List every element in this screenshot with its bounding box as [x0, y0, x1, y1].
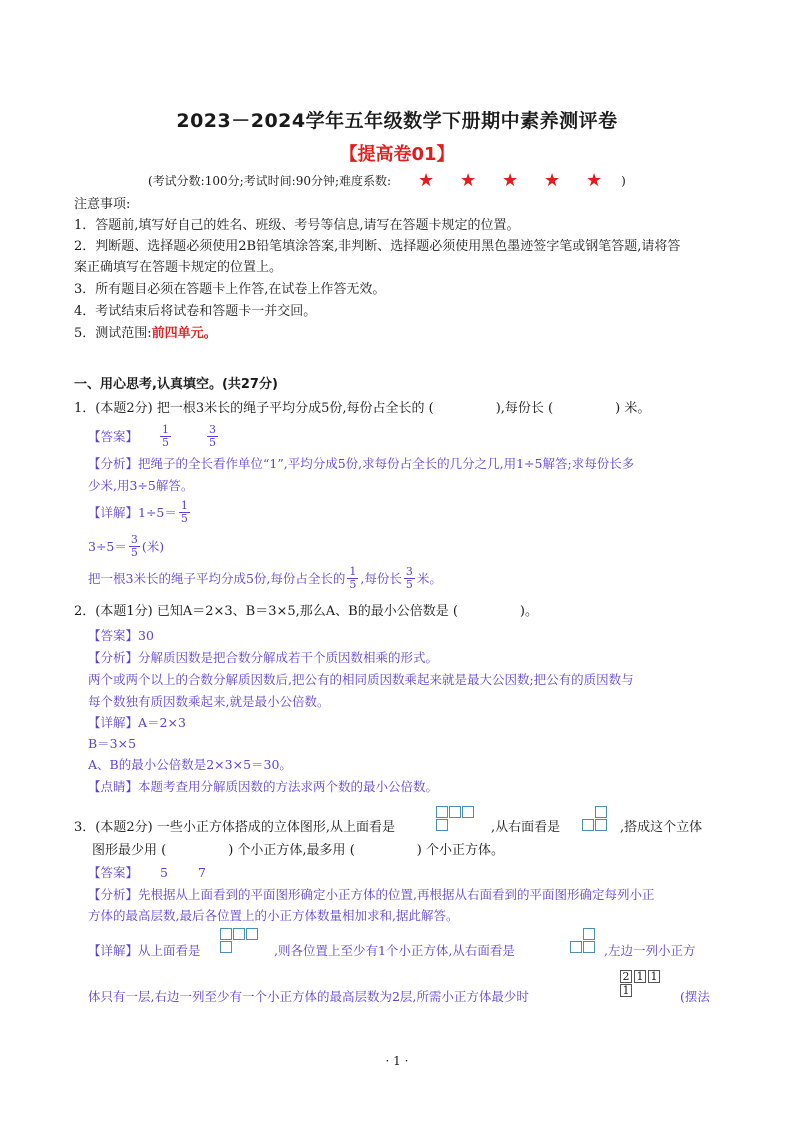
question-3-stem: [74, 819, 395, 837]
top-view-figure: [220, 928, 262, 956]
fraction: $\frac{1}{5}$: [162, 423, 170, 449]
q2-stem-b: )。: [519, 604, 538, 619]
q1-detail-3a: 把一根3米长的绳子平均分成5份,每份占全长的: [88, 570, 346, 586]
min-arrangement-grid: [620, 970, 665, 998]
question-2-stem: [74, 603, 538, 621]
q3-stem-d: 图形最少用 (: [92, 843, 167, 858]
exam-info: [148, 169, 626, 191]
q3-detail-2b: (摆法: [680, 989, 710, 1004]
q1-detail: [88, 534, 164, 559]
q1-detail-1: 【详解】1÷5＝: [88, 504, 177, 520]
q3-stem-c: ,搭成这个立体: [620, 820, 703, 835]
q3-stem-e: ) 个小正方体,最多用 (: [228, 843, 355, 858]
q1-stem-c: ) 米。: [615, 401, 651, 416]
answer-label: 【答案】: [88, 428, 139, 444]
q3-analysis: 【分析】先根据从上面看到的平面图形确定小正方体的位置,再根据从右面看到的平面图形确定每列小正: [88, 887, 655, 902]
exam-title: 2023－2024学年五年级数学下册期中素养测评卷: [176, 110, 618, 132]
notice-item: 案正确填写在答题卡规定的位置上。: [74, 260, 283, 275]
unit: (米): [141, 538, 165, 554]
top-view-figure: [436, 806, 478, 834]
q3-analysis: 方体的最高层数,最后各位置上的小正方体数量相加求和,据此解答。: [88, 908, 459, 923]
star-icon: ★: [460, 169, 477, 191]
fraction: $\frac{3}{5}$: [405, 565, 413, 591]
q3-detail-1b: ,则各位置上至少有1个小正方体,从右面看是: [274, 943, 515, 958]
q1-stem-a: 1．(本题2分) 把一根3米长的绳子平均分成5份,每份占全长的 (: [74, 401, 434, 416]
q2-analysis: 每个数独有质因数乘起来,就是最小公倍数。: [88, 694, 330, 709]
q2-detail: A、B的最小公倍数是2×3×5＝30。: [88, 757, 292, 772]
answer-value: 7: [197, 865, 206, 880]
grid-cell: 1: [620, 984, 632, 997]
notice-item: 2．判断题、选择题必须使用2B铅笔填涂答案,非判断、选择题必须使用黑色墨迹签字笔或钢笔答题,请将答: [74, 239, 681, 254]
exam-info-close: ): [621, 173, 626, 188]
q2-analysis: 【分析】分解质因数是把合数分解成若干个质因数相乘的形式。: [88, 650, 439, 665]
question-3-stem-2: [92, 842, 504, 860]
section-heading: 一、用心思考,认真填空。(共27分): [74, 377, 278, 392]
answer-label: 【答案】: [88, 865, 139, 880]
answer-value: 5: [160, 865, 168, 880]
q2-detail: B＝3×5: [88, 736, 137, 751]
notice-item: 4．考试结束后将试卷和答题卡一并交回。: [74, 304, 317, 319]
q2-analysis: 两个或两个以上的合数分解质因数后,把公有的相同质因数乘起来就是最大公因数;把公有的质因数与: [88, 672, 634, 687]
q1-detail-3c: 米。: [416, 570, 442, 586]
q1-answer: [88, 424, 220, 449]
notice-heading: 注意事项:: [74, 197, 131, 212]
exam-info-text: (考试分数:100分;考试时间:90分钟;难度系数:: [148, 174, 392, 188]
fraction: $\frac{1}{5}$: [180, 499, 188, 525]
q1-detail: [88, 566, 442, 591]
notice-item: 3．所有题目必须在答题卡上作答,在试卷上作答无效。: [74, 282, 386, 297]
right-view-figure: [570, 928, 598, 956]
q1-detail-2: 3÷5＝: [88, 538, 127, 554]
q2-answer: 【答案】30: [88, 628, 154, 643]
star-icon: ★: [586, 169, 603, 191]
grid-cell: 1: [634, 970, 646, 983]
q1-analysis: 少米,用3÷5解答。: [88, 478, 194, 493]
page-number: · 1 ·: [385, 1054, 409, 1068]
notice-item5-prefix: 5．测试范围:: [74, 326, 152, 341]
q1-analysis: 【分析】把绳子的全长看作单位“1”,平均分成5份,求每份占全长的几分之几,用1÷5解答;求每份长多: [88, 456, 635, 471]
notice-item: [74, 325, 217, 343]
difficulty-stars: [405, 169, 615, 191]
q2-stem-a: 2．(本题1分) 已知A＝2×3、B＝3×5,那么A、B的最小公倍数是 (: [74, 604, 458, 619]
grid-cell: 1: [648, 970, 660, 983]
q1-detail-3b: ,每份长: [360, 570, 402, 586]
q3-stem-b: ,从右面看是: [491, 820, 561, 835]
fraction: $\frac{1}{5}$: [349, 565, 357, 591]
q3-answer: [88, 864, 206, 882]
q3-detail-1a: 【详解】从上面看是: [88, 943, 201, 958]
q1-detail: [88, 500, 192, 525]
star-icon: ★: [502, 169, 519, 191]
question-1-stem: [74, 400, 650, 418]
q1-stem-b: ),每份长 (: [495, 401, 554, 416]
q3-detail-2a: 体只有一层,右边一列至少有一个小正方体的最高层数为2层,所需小正方体最少时: [88, 989, 529, 1004]
star-icon: ★: [418, 169, 435, 191]
q2-comment: 【点睛】本题考查用分解质因数的方法求两个数的最小公倍数。: [88, 779, 439, 794]
q3-stem-f: ) 个小正方体。: [416, 843, 504, 858]
test-range: 前四单元。: [151, 326, 217, 341]
grid-cell: 2: [620, 970, 632, 983]
exam-subtitle: 【提高卷01】: [339, 144, 455, 165]
fraction: $\frac{3}{5}$: [130, 533, 138, 559]
q2-detail: 【详解】A＝2×3: [88, 715, 186, 730]
q3-detail-1c: ,左边一列小正方: [604, 943, 696, 958]
q3-stem-a: 3．(本题2分) 一些小正方体搭成的立体图形,从上面看是: [74, 820, 395, 835]
fraction: $\frac{3}{5}$: [209, 423, 217, 449]
notice-item: 1．答题前,填写好自己的姓名、班级、考号等信息,请写在答题卡规定的位置。: [74, 218, 520, 233]
right-view-figure: [582, 806, 610, 834]
star-icon: ★: [544, 169, 561, 191]
